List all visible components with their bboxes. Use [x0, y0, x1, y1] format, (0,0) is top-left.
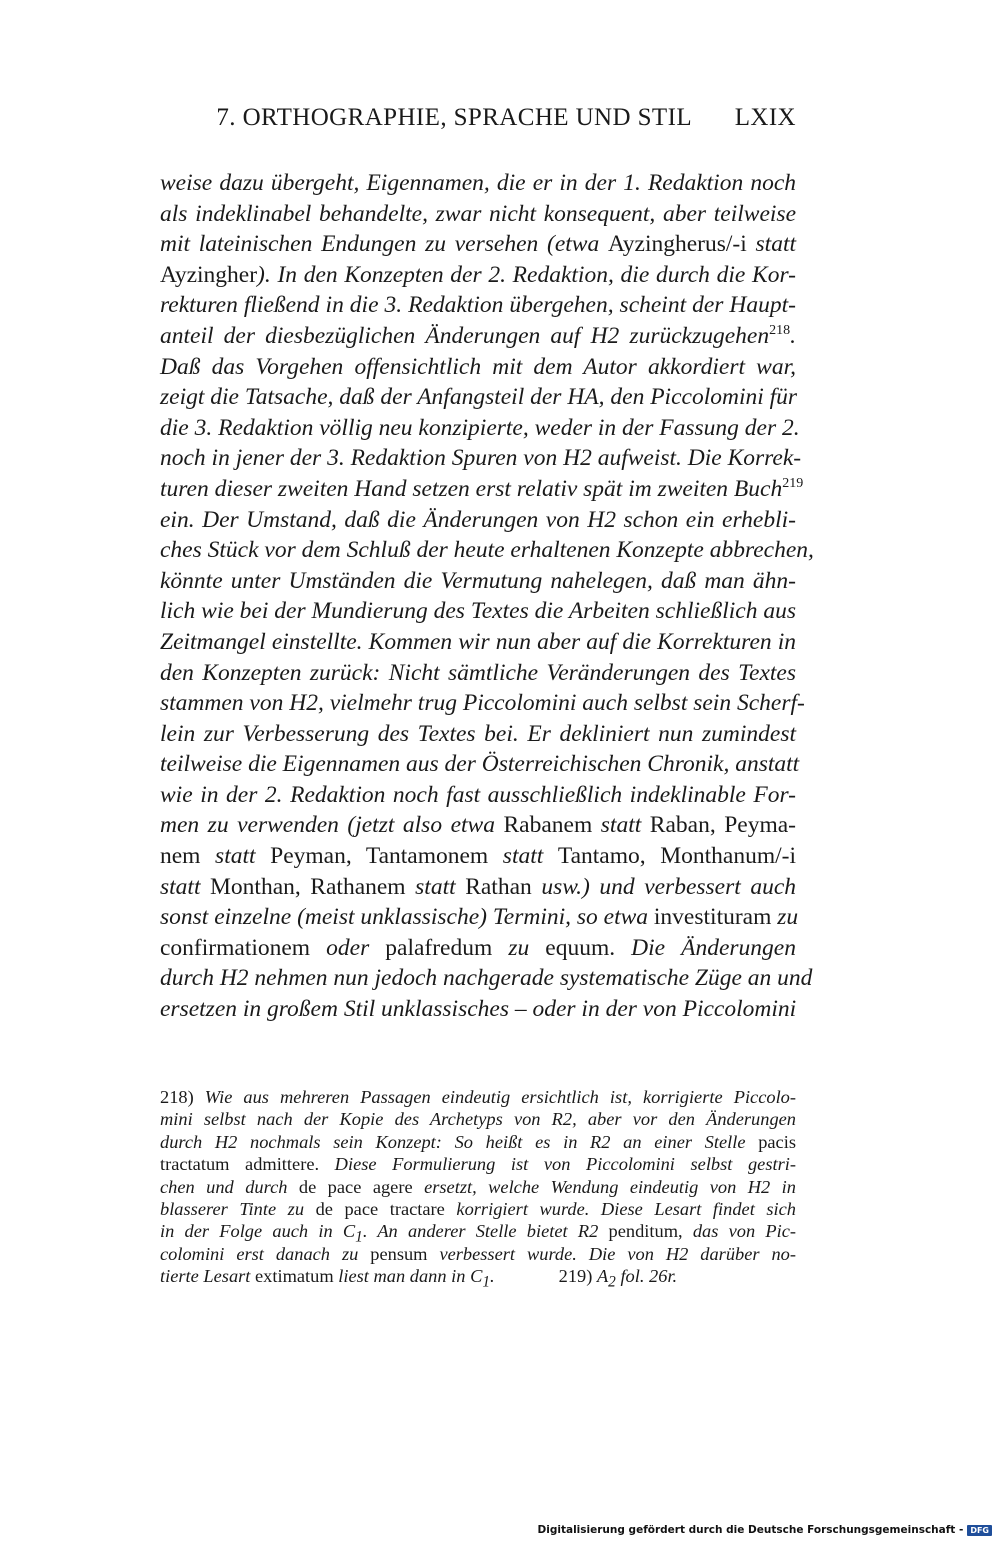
text-line: die 3. Redaktion völlig neu konzipierte, weder in der Fassung der 2.	[160, 414, 800, 441]
footnote-219: 219) $A_2$ fol. 26r.	[558, 1266, 678, 1291]
footnote-line: blasserer Tinte zu de pace tractare korrigiert wurde. Diese Lesart findet sich	[160, 1198, 796, 1219]
footnotes	[160, 1086, 797, 1291]
text-line: als indeklinabel behandelte, zwar nicht konsequent, aber teilweise	[160, 200, 796, 227]
text-line: ersetzen in großem Stil unklassisches – oder in der von Piccolomini	[160, 996, 797, 1023]
text-line: Ayzingher). In den Konzepten der 2. Redaktion, die durch die Kor-	[160, 261, 796, 288]
text-line: noch in jener der 3. Redaktion Spuren von H2 aufweist. Die Korrek-	[160, 445, 802, 472]
text-line: ches Stück vor dem Schluß der heute erhaltenen Konzepte abbrechen,	[160, 537, 814, 564]
text-line: rekturen fließend in die 3. Redaktion übergehen, scheint der Haupt-	[160, 292, 796, 319]
text-line: könnte unter Umständen die Vermutung nahelegen, daß man ähn-	[160, 567, 796, 594]
text-line: men zu verwenden (jetzt also etwa Rabanem statt Raban, Peyma-	[160, 812, 796, 839]
text-line: den Konzepten zurück: Nicht sämtliche Veränderungen des Textes	[160, 659, 796, 686]
text-line: turen dieser zweiten Hand setzen erst relativ spät im zweiten Buch$^{219}$	[160, 475, 804, 502]
text-line: zeigt die Tatsache, daß der Anfangsteil der HA, den Piccolomini für	[160, 384, 798, 411]
footnote-line: tierte Lesart extimatum liest man dann in $C_1$. 219) $A_2$ fol. 26r.	[160, 1266, 678, 1291]
credit-text: Digitalisierung gefördert durch die Deutsche Forschungsgemeinschaft -	[537, 1524, 964, 1536]
footnote-line: durch H2 nochmals sein Konzept: So heißt es in R2 an einer Stelle pacis	[160, 1131, 796, 1152]
footnote-line: mini selbst nach der Kopie des Archetyps von R2, aber vor den Änderungen	[160, 1109, 796, 1130]
text-line: confirmationem oder palafredum zu equum. Die Änderungen	[160, 934, 796, 961]
chapter-title: 7. ORTHOGRAPHIE, SPRACHE UND STIL	[216, 104, 692, 131]
dfg-credit	[538, 1524, 992, 1536]
text-line: durch H2 nehmen nun jedoch nachgerade systematische Züge an und	[160, 965, 813, 992]
text-line: statt Monthan, Rathanem statt Rathan usw.) und verbessert auch	[160, 873, 796, 900]
text-line: Daß das Vorgehen offensichtlich mit dem Autor akkordiert war,	[160, 353, 796, 380]
footnote-ref-219: 219	[782, 476, 804, 492]
text-line: sonst einzelne (meist unklassische) Termini, so etwa investituram zu	[160, 904, 799, 931]
text-line: anteil der diesbezüglichen Änderungen auf H2 zurückzugehen$^{218}$.	[160, 322, 796, 349]
text-line: Zeitmangel einstellte. Kommen wir nun aber auf die Korrekturen in	[160, 628, 796, 655]
text-line: stammen von H2, vielmehr trug Piccolomini auch selbst sein Scherf-	[160, 690, 805, 717]
text-line: lein zur Verbesserung des Textes bei. Er dekliniert nun zumindest	[160, 720, 796, 747]
footnote-line: tractatum admittere. Diese Formulierung ist von Piccolomini selbst gestri-	[160, 1154, 796, 1175]
footnote-line: 218) Wie aus mehreren Passagen eindeutig ersichtlich ist, korrigierte Piccolo-	[160, 1087, 797, 1107]
footnote-line: chen und durch de pace agere ersetzt, welche Wendung eindeutig von H2 in	[160, 1176, 796, 1197]
main-text	[160, 168, 814, 1025]
text-line: lich wie bei der Mundierung des Textes die Arbeiten schließlich aus	[160, 598, 796, 625]
text-line: wie in der 2. Redaktion noch fast ausschließlich indeklinable For-	[160, 781, 796, 808]
text-line: mit lateinischen Endungen zu versehen (etwa Ayzingherus/-i statt	[160, 231, 797, 258]
text-line: teilweise die Eigennamen aus der Österreichischen Chronik, anstatt	[160, 751, 800, 778]
footnote-ref-218: 218	[769, 323, 791, 339]
text-line: weise dazu übergeht, Eigennamen, die er in der 1. Redaktion noch	[160, 170, 796, 196]
page-number: LXIX	[734, 104, 796, 131]
footnote-line: in der Folge auch in $C_1$. An anderer Stelle bietet R2 penditum, das von Pic-	[160, 1221, 797, 1247]
text-line: nem statt Peyman, Tantamonem statt Tantamo, Monthanum/-i	[160, 843, 796, 870]
text-line: ein. Der Umstand, daß die Änderungen von H2 schon ein erhebli-	[160, 506, 796, 533]
footnote-line: colomini erst danach zu pensum verbessert wurde. Die von H2 darüber no-	[160, 1243, 797, 1264]
dfg-logo: DFG	[967, 1525, 992, 1536]
